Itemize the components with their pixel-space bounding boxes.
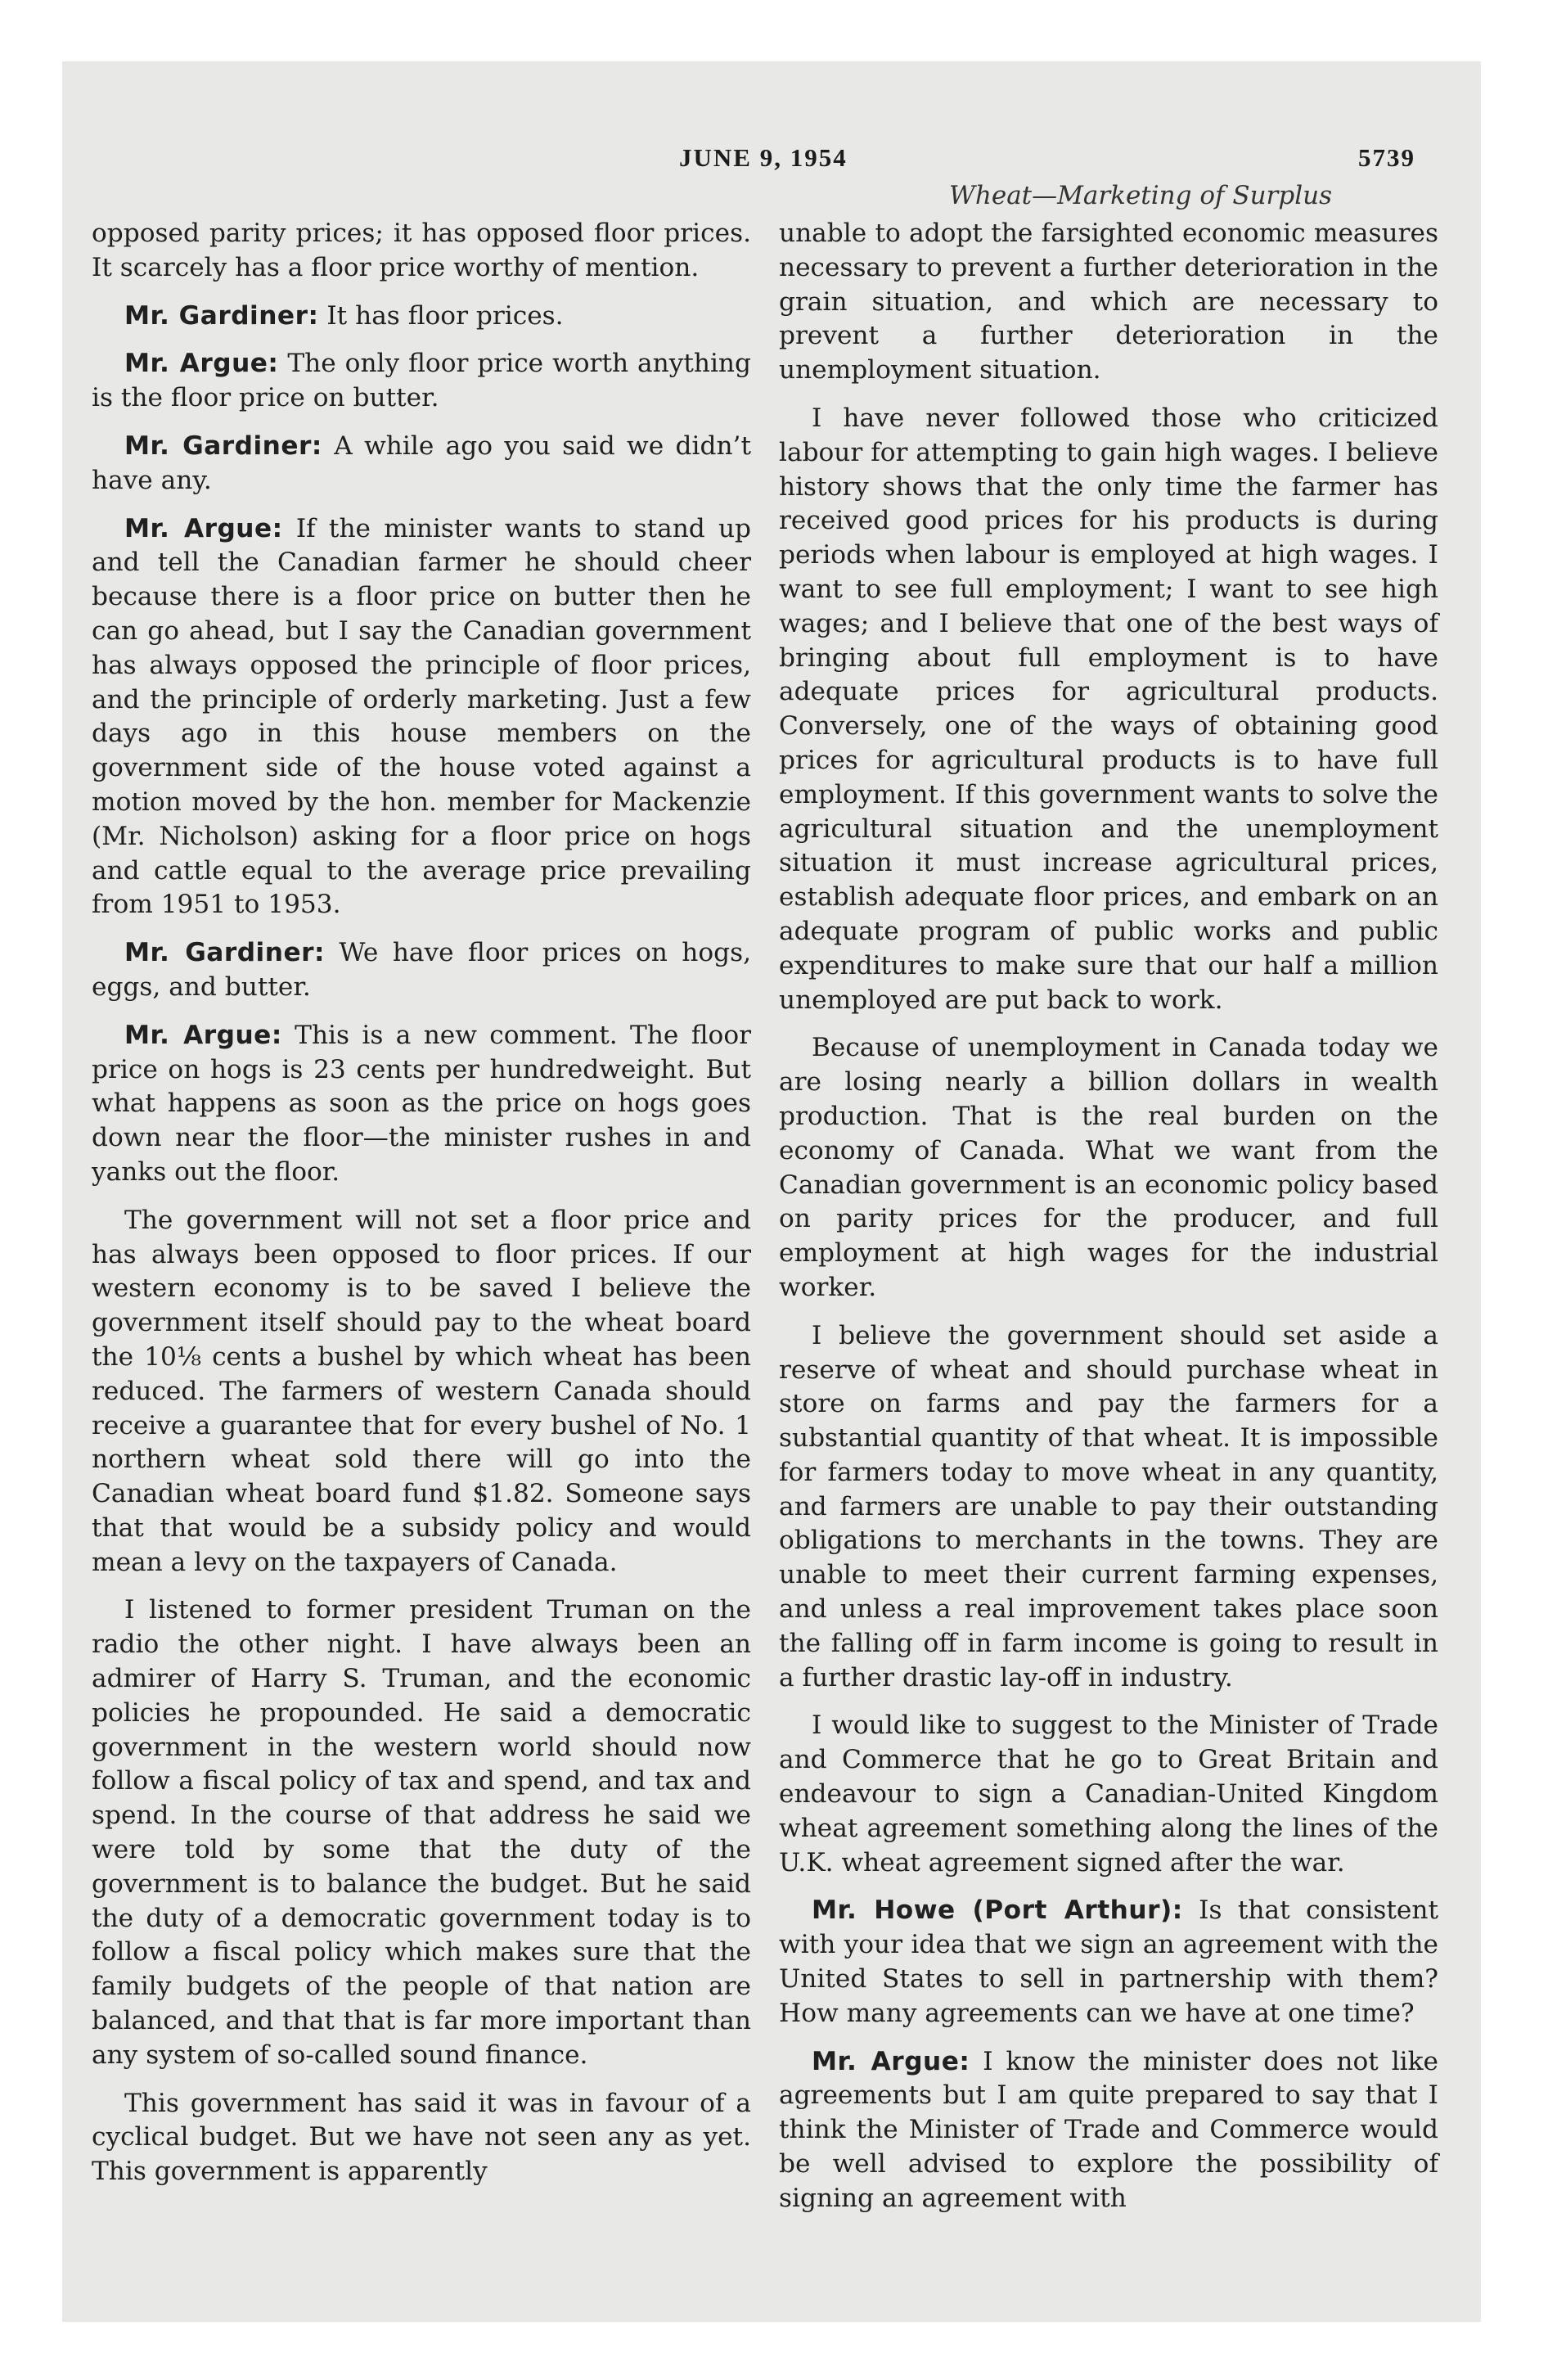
paragraph-text: I believe the government should set aside a reserve of wheat and should purchase wheat in store on farms and pay the farmers for a substantial quantity of that wheat. It is impossible for farmers today to move wheat in any quantity, and farmers are unable to pay their outstanding obligations to merchants in the towns. They are unable to meet their current farming expenses, and unless a real improvement takes place soon the falling off in farm income is going to result in a further drastic lay-off in industry. xyxy=(779,1320,1438,1693)
paragraph-text: I have never followed those who criticized labour for attempting to gain high wages. I believe history shows that the only time the farmer has received good prices for his products is during periods when labour is employed at high wages. I want to see full employment; I want to see high wages; and I believe that one of the best ways of bringing about full employment is to have adequate prices for agricultural products. Conversely, one of the ways of obtaining good prices for agricultural products is to have full employment. If this government wants to solve the agricultural situation and the unemployment situation it must increase agricultural prices, establish adequate floor prices, and embark on an adequate program of public works and public expenditures to make sure that our half a million unemployed are put back to work. xyxy=(779,403,1438,1015)
paragraph xyxy=(92,1593,751,2072)
speaker-name: Mr. Argue: xyxy=(124,513,283,543)
paragraph xyxy=(92,347,751,416)
paragraph-text: opposed parity prices; it has opposed floor prices. It scarcely has a floor price worthy of mention. xyxy=(92,219,751,282)
right-column xyxy=(779,217,1438,2230)
paragraph-text: This government has said it was in favour of a cyclical budget. But we have not seen any as yet. This government is apparently xyxy=(92,2088,751,2187)
paragraph xyxy=(92,1019,751,1190)
paragraph xyxy=(779,2045,1438,2216)
paragraph-text: Is that consistent with your idea that we sign an agreement with the United States to sell in partnership with them? How many agreements can we have at one time? xyxy=(779,1895,1438,2028)
paragraph xyxy=(92,512,751,923)
paragraph xyxy=(779,1031,1438,1305)
paragraph xyxy=(92,1204,751,1580)
paragraph xyxy=(779,217,1438,388)
left-column xyxy=(92,217,751,2203)
paragraph-text: I would like to suggest to the Minister of Trade and Commerce that he go to Great Britain and endeavour to sign a Canadian-United Kingdom wheat agreement something along the lines of the U.K. wheat agreement signed after the war. xyxy=(779,1711,1438,1877)
speaker-name: Mr. Argue: xyxy=(124,349,279,379)
paragraph-text: If the minister wants to stand up and tell the Canadian farmer he should cheer because there is a floor price on butter then he can go ahead, but I say the Canadian government has always opposed the principle of floor prices, and the principle of orderly marketing. Just a few days ago in this house members on the government side of the house voted against a motion moved by the hon. member for Mackenzie (Mr. Nicholson) asking for a floor price on hogs and cattle equal to the average price prevailing from 1951 to 1953. xyxy=(92,513,752,920)
paragraph xyxy=(92,936,751,1005)
speaker-name: Mr. Argue: xyxy=(124,1020,282,1050)
paragraph-text: This is a new comment. The floor price on hogs is 23 cents per hundredweight. But what happens as soon as the price on hogs goes down near the floor—the minister rushes in and yanks out the floor. xyxy=(92,1020,752,1187)
speaker-name: Mr. Argue: xyxy=(812,2046,970,2076)
speaker-name: Mr. Gardiner: xyxy=(124,300,319,331)
paragraph xyxy=(92,430,751,498)
paragraph xyxy=(92,300,751,334)
paragraph xyxy=(92,2087,751,2189)
paragraph-text: The government will not set a floor price and has always been opposed to floor prices. If our western economy is to be saved I believe the government itself should pay to the wheat board the 10⅛ cents a bushel by which wheat has been reduced. The farmers of western Canada should receive a guarantee that for every bushel of No. 1 northern wheat sold there will go into the Canadian wheat board fund $1.82. Someone says that that would be a subsidy policy and would mean a levy on the taxpayers of Canada. xyxy=(92,1205,751,1577)
speaker-name: Mr. Gardiner: xyxy=(124,938,325,968)
paragraph xyxy=(779,1894,1438,2031)
paragraph-text: unable to adopt the farsighted economic measures necessary to prevent a further deterioration in the grain situation, and which are necessary to prevent a further deterioration in the unemployment situation. xyxy=(779,219,1438,385)
paragraph-text: I listened to former president Truman on the radio the other night. I have always been an admirer of Harry S. Truman, and the economic policies he propounded. He said a democratic government in the western world should now follow a fiscal policy of tax and spend, and tax and spend. In the course of that address he said we were told by some that the duty of the government is to balance the budget. But he said the duty of a democratic government today is to follow a fiscal policy which makes sure that the family budgets of the people of that nation are balanced, and that that is far more important than any system of so-called sound finance. xyxy=(92,1595,751,2070)
paragraph-text: A while ago you said we didn’t have any. xyxy=(92,430,751,495)
speaker-name: Mr. Gardiner: xyxy=(124,430,322,461)
paragraph-text: The only floor price worth anything is the floor price on butter. xyxy=(92,349,751,413)
paragraph-text: We have floor prices on hogs, eggs, and butter. xyxy=(92,938,751,1002)
paragraph xyxy=(779,1709,1438,1880)
header-date: JUNE 9, 1954 xyxy=(679,143,848,172)
scanned-page xyxy=(62,61,1481,2322)
page-number: 5739 xyxy=(1358,143,1415,172)
paragraph-text: It has floor prices. xyxy=(326,300,564,331)
paragraph xyxy=(92,217,751,286)
paragraph xyxy=(779,1319,1438,1696)
speaker-name: Mr. Howe (Port Arthur): xyxy=(812,1895,1183,1926)
paragraph-text: I know the minister does not like agreements but I am quite prepared to say that I think the Minister of Trade and Commerce would be well advised to explore the possibility of signing an agreement with xyxy=(779,2046,1438,2213)
running-head: Wheat—Marketing of Surplus xyxy=(949,181,1332,210)
paragraph-text: Because of unemployment in Canada today we are losing nearly a billion dollars in wealth production. That is the real burden on the economy of Canada. What we want from the Canadian government is an economic policy based on parity prices for the producer, and full employment at high wages for the industrial worker. xyxy=(779,1033,1438,1302)
paragraph xyxy=(779,402,1438,1017)
